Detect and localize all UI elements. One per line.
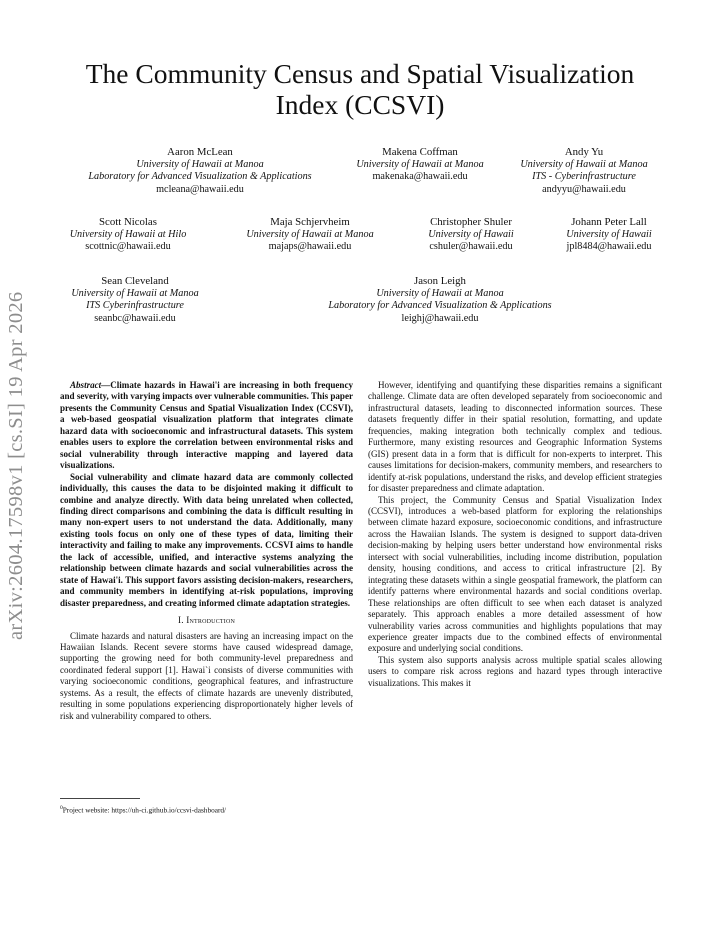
footnote-text[interactable]: Project website: https://uh-ci.github.io/ccsvi-dashboard/ bbox=[62, 805, 227, 815]
author-affiliation: Laboratory for Advanced Visualization & Applications bbox=[328, 300, 552, 312]
author-affiliation: University of Hawaii at Manoa bbox=[246, 228, 374, 240]
footnote-rule bbox=[60, 798, 140, 799]
author-affiliation: ITS Cyberinfrastructure bbox=[86, 300, 184, 312]
author-name: Andy Yu bbox=[564, 146, 604, 158]
author-email[interactable]: scottnic@hawaii.edu bbox=[85, 241, 171, 253]
author-name: Makena Coffman bbox=[382, 146, 458, 158]
author-block-yu bbox=[506, 146, 662, 196]
author-email[interactable]: seanbc@hawaii.edu bbox=[94, 312, 176, 324]
author-email[interactable]: leighj@hawaii.edu bbox=[401, 312, 479, 324]
footnote bbox=[60, 804, 226, 814]
author-affiliation: ITS - Cyberinfrastructure bbox=[532, 171, 636, 183]
author-block-lall bbox=[546, 216, 672, 254]
author-email[interactable]: cshuler@hawaii.edu bbox=[429, 241, 513, 253]
left-column bbox=[60, 380, 353, 722]
author-affiliation: University of Hawaii bbox=[566, 228, 652, 240]
author-name: Scott Nicolas bbox=[99, 216, 157, 228]
paper-title: The Community Census and Spatial Visualization Index (CCSVI) bbox=[85, 58, 635, 120]
author-affiliation: University of Hawaii at Manoa bbox=[520, 158, 648, 170]
author-name: Sean Cleveland bbox=[101, 275, 169, 287]
author-name: Maja Schjervheim bbox=[270, 216, 350, 228]
author-block-schjervheim bbox=[228, 216, 392, 254]
footnote-marker: 0 bbox=[60, 805, 63, 811]
author-block-leigh bbox=[300, 275, 580, 325]
author-affiliation: University of Hawaii at Manoa bbox=[136, 158, 264, 170]
author-block-shuler bbox=[412, 216, 530, 254]
author-email[interactable]: makenaka@hawaii.edu bbox=[372, 171, 468, 183]
author-block-coffman bbox=[338, 146, 502, 184]
author-name: Aaron McLean bbox=[167, 146, 233, 158]
author-email[interactable]: andyyu@hawaii.edu bbox=[542, 183, 626, 195]
author-email[interactable]: mcleana@hawaii.edu bbox=[156, 183, 244, 195]
abstract-paragraph: Social vulnerability and climate hazard data are commonly collected individually, this causes the data to be disjointed making it difficult to combine and analyze directly. With data being unrelated when collected, finding direct comparisons and combining the data is difficult resulting in many non-expert users to not understand the data. Additionally, many existing tools focus on only one of these types of data, limiting their interactivity and failing to make any improvements. CCSVI aims to handle the lack of accessible, unified, and interactive systems analyzing the relationship between climate hazards and social vulnerabilities across the state of Hawai'i. This support favors assisting decision-makers, researchers, and community members in identifying at-risk populations, improving disaster preparedness, and creating informed climate adaptation strategies. bbox=[60, 471, 353, 608]
section-title: Introduction bbox=[186, 615, 236, 626]
author-name: Johann Peter Lall bbox=[571, 216, 647, 228]
section-number: I. bbox=[177, 615, 184, 626]
author-block-cleveland bbox=[56, 275, 214, 325]
body-paragraph: This system also supports analysis across multiple spatial scales allowing users to compare risk across regions and hazard types through interactive visualizations. This makes it bbox=[368, 654, 662, 688]
author-affiliation: University of Hawaii at Manoa bbox=[71, 287, 199, 299]
abstract-paragraph bbox=[60, 380, 353, 472]
body-paragraph: This project, the Community Census and Spatial Visualization Index (CCSVI), introduces a web-based platform for exploring the relationships between climate hazard exposure, socioeconomic conditions, and infrastructure across the Hawaiian Islands. The system is designed to support data-driven decision-making by helping users better understand how environmental risks intersect with social vulnerabilities, including income distribution, population density, housing conditions, and access to critical infrastructure [2]. By integrating these datasets within a single geospatial framework, the platform can identify patterns where environmental hazards and social conditions overlap. These relationships are often difficult to see when each dataset is analyzed separately. This approach enables a more detailed assessment of how vulnerability varies across communities and highlights populations that may experience greater impacts due to the combined effects of environmental exposure and underlying social conditions. bbox=[368, 494, 662, 654]
author-name: Christopher Shuler bbox=[430, 216, 512, 228]
author-block-nicolas bbox=[56, 216, 200, 254]
author-affiliation: University of Hawaii at Manoa bbox=[356, 158, 484, 170]
abstract-text: —Climate hazards in Hawai'i are increasing in both frequency and severity, with varying impacts over vulnerable communities. This paper presents the Community Census and Spatial Visualization Index (CCSVI), a web-based geospatial visualization platform that integrates climate hazard data with socioeconomic and infrastructural datasets. This system enables users to explore the correlation between environmental risks and social vulnerability through interactive mapping and layered data visualizations. bbox=[60, 380, 353, 471]
arxiv-identifier: arXiv:2604.17598v1 [cs.SI] 19 Apr 2026 bbox=[5, 291, 27, 640]
right-column bbox=[368, 380, 662, 689]
abstract-label: Abstract bbox=[70, 380, 102, 390]
author-block-mclean bbox=[60, 146, 340, 196]
author-name: Jason Leigh bbox=[414, 275, 466, 287]
author-affiliation: University of Hawaii at Hilo bbox=[69, 228, 187, 240]
body-paragraph: Climate hazards and natural disasters are having an increasing impact on the Hawaiian Islands. Recent severe storms have caused widespread damage, supporting the growing need for both community-level preparedness and coordinated federal support [1]. Hawai`i consists of diverse communities with varying socioeconomic conditions, geographical features, and infrastructure systems. As a result, the effects of climate hazards are unevenly distributed, resulting in some populations experiencing disproportionately higher levels of risk and vulnerability compared to others. bbox=[60, 630, 353, 721]
section-heading bbox=[60, 615, 353, 626]
author-affiliation: University of Hawaii bbox=[428, 228, 514, 240]
author-affiliation: University of Hawaii at Manoa bbox=[376, 287, 504, 299]
author-email[interactable]: jpl8484@hawaii.edu bbox=[566, 241, 652, 253]
body-paragraph: However, identifying and quantifying these disparities remains a significant challenge. Climate data are often developed separately from socioeconomic and infrastructural datasets, leading to disconnected information sources. These datasets frequently differ in their spatial resolution, formatting, and update frequencies, making integration both technically complex and tedious. Furthermore, many existing resources and Geographic Information Systems (GIS) present data in a form that is difficult for non-experts to interpret. This causes limitations for decision-makers, community members, and researchers to identify at-risk populations, understand the risks, and develop efficient strategies for disaster preparedness and climate adaptation. bbox=[368, 380, 662, 494]
author-email[interactable]: majaps@hawaii.edu bbox=[268, 241, 352, 253]
author-affiliation: Laboratory for Advanced Visualization & Applications bbox=[88, 171, 312, 183]
